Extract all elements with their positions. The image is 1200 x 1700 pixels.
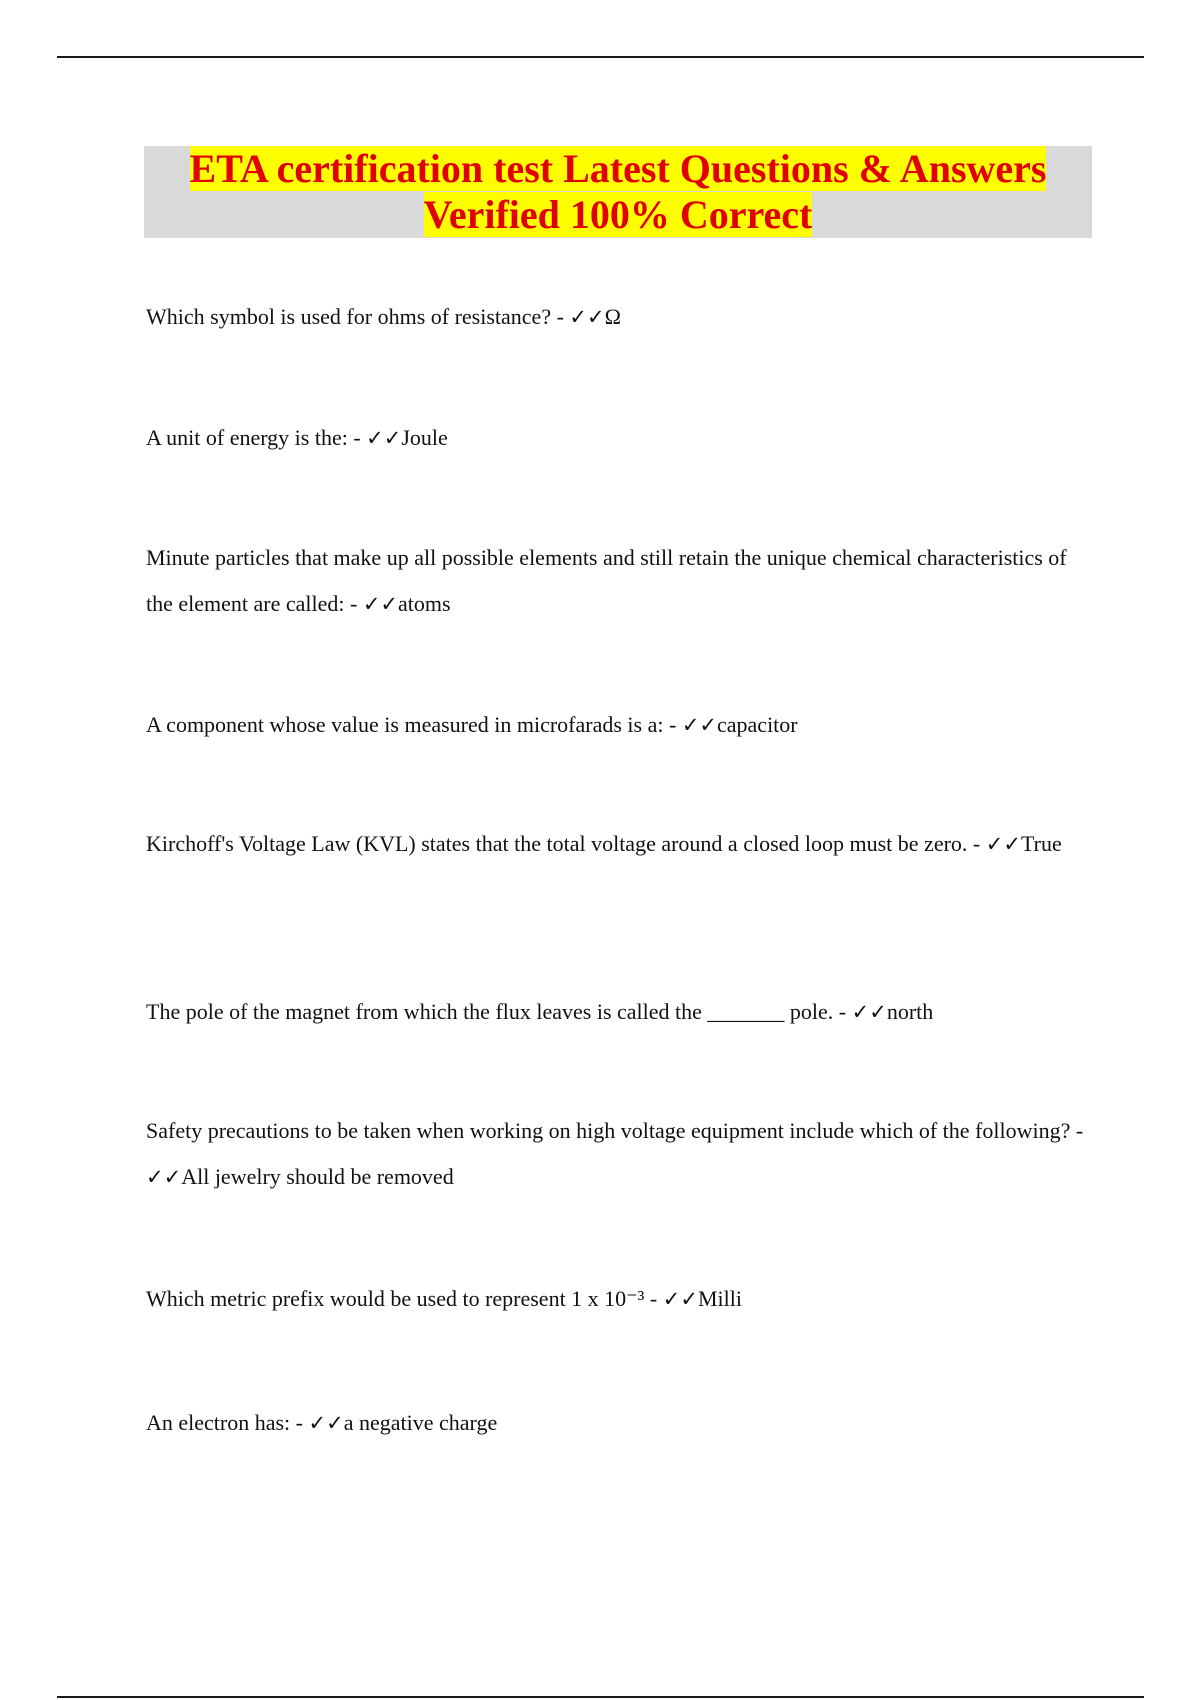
answer-text: north xyxy=(886,999,934,1024)
qa-item-4 xyxy=(146,702,1086,748)
qa-item-9 xyxy=(146,1400,1086,1446)
check-icon: ✓✓ xyxy=(985,832,1021,856)
check-icon: ✓✓ xyxy=(146,1165,182,1189)
answer-text: Joule xyxy=(401,425,448,450)
answer-text: a negative charge xyxy=(343,1410,498,1435)
document-title xyxy=(144,146,1092,238)
question-text: Minute particles that make up all possible elements and still retain the unique chemical characteristics of the element are called: - xyxy=(146,545,1067,616)
qa-item-2 xyxy=(146,415,1086,461)
check-icon: ✓✓ xyxy=(362,592,399,616)
answer-text: atoms xyxy=(398,591,451,616)
qa-item-3 xyxy=(146,535,1086,627)
answer-text: Ω xyxy=(604,304,621,329)
check-icon: ✓✓ xyxy=(569,305,605,329)
answer-text: capacitor xyxy=(717,712,798,737)
qa-item-5 xyxy=(146,821,1086,867)
bottom-rule xyxy=(57,1696,1144,1698)
question-text: Which symbol is used for ohms of resistance? - xyxy=(146,304,570,329)
qa-item-8 xyxy=(146,1276,1086,1322)
qa-item-1 xyxy=(146,294,1086,340)
check-icon: ✓✓ xyxy=(308,1411,344,1435)
question-text: A component whose value is measured in microfarads is a: - xyxy=(146,712,682,737)
check-icon: ✓✓ xyxy=(851,1000,887,1024)
question-text: Which metric prefix would be used to represent 1 x 10⁻³ - xyxy=(146,1286,663,1311)
top-rule xyxy=(57,56,1144,58)
question-text: A unit of energy is the: - xyxy=(146,425,367,450)
question-text: Kirchoff's Voltage Law (KVL) states that the total voltage around a closed loop must be zero. - xyxy=(146,831,986,856)
question-text: Safety precautions to be taken when working on high voltage equipment include which of the following? - xyxy=(146,1118,1084,1143)
question-text: An electron has: - xyxy=(146,1410,309,1435)
check-icon: ✓✓ xyxy=(366,426,402,450)
answer-text: All jewelry should be removed xyxy=(181,1164,454,1189)
qa-item-7 xyxy=(146,1108,1086,1200)
title-line-1: ETA certification test Latest Questions & Answers xyxy=(189,146,1047,191)
answer-text: Milli xyxy=(697,1286,742,1311)
question-text: The pole of the magnet from which the flux leaves is called the _______ pole. - xyxy=(146,999,852,1024)
answer-text: True xyxy=(1020,831,1062,856)
check-icon: ✓✓ xyxy=(662,1287,698,1311)
check-icon: ✓✓ xyxy=(681,713,718,737)
qa-item-6 xyxy=(146,989,1086,1035)
title-line-2: Verified 100% Correct xyxy=(423,192,813,237)
